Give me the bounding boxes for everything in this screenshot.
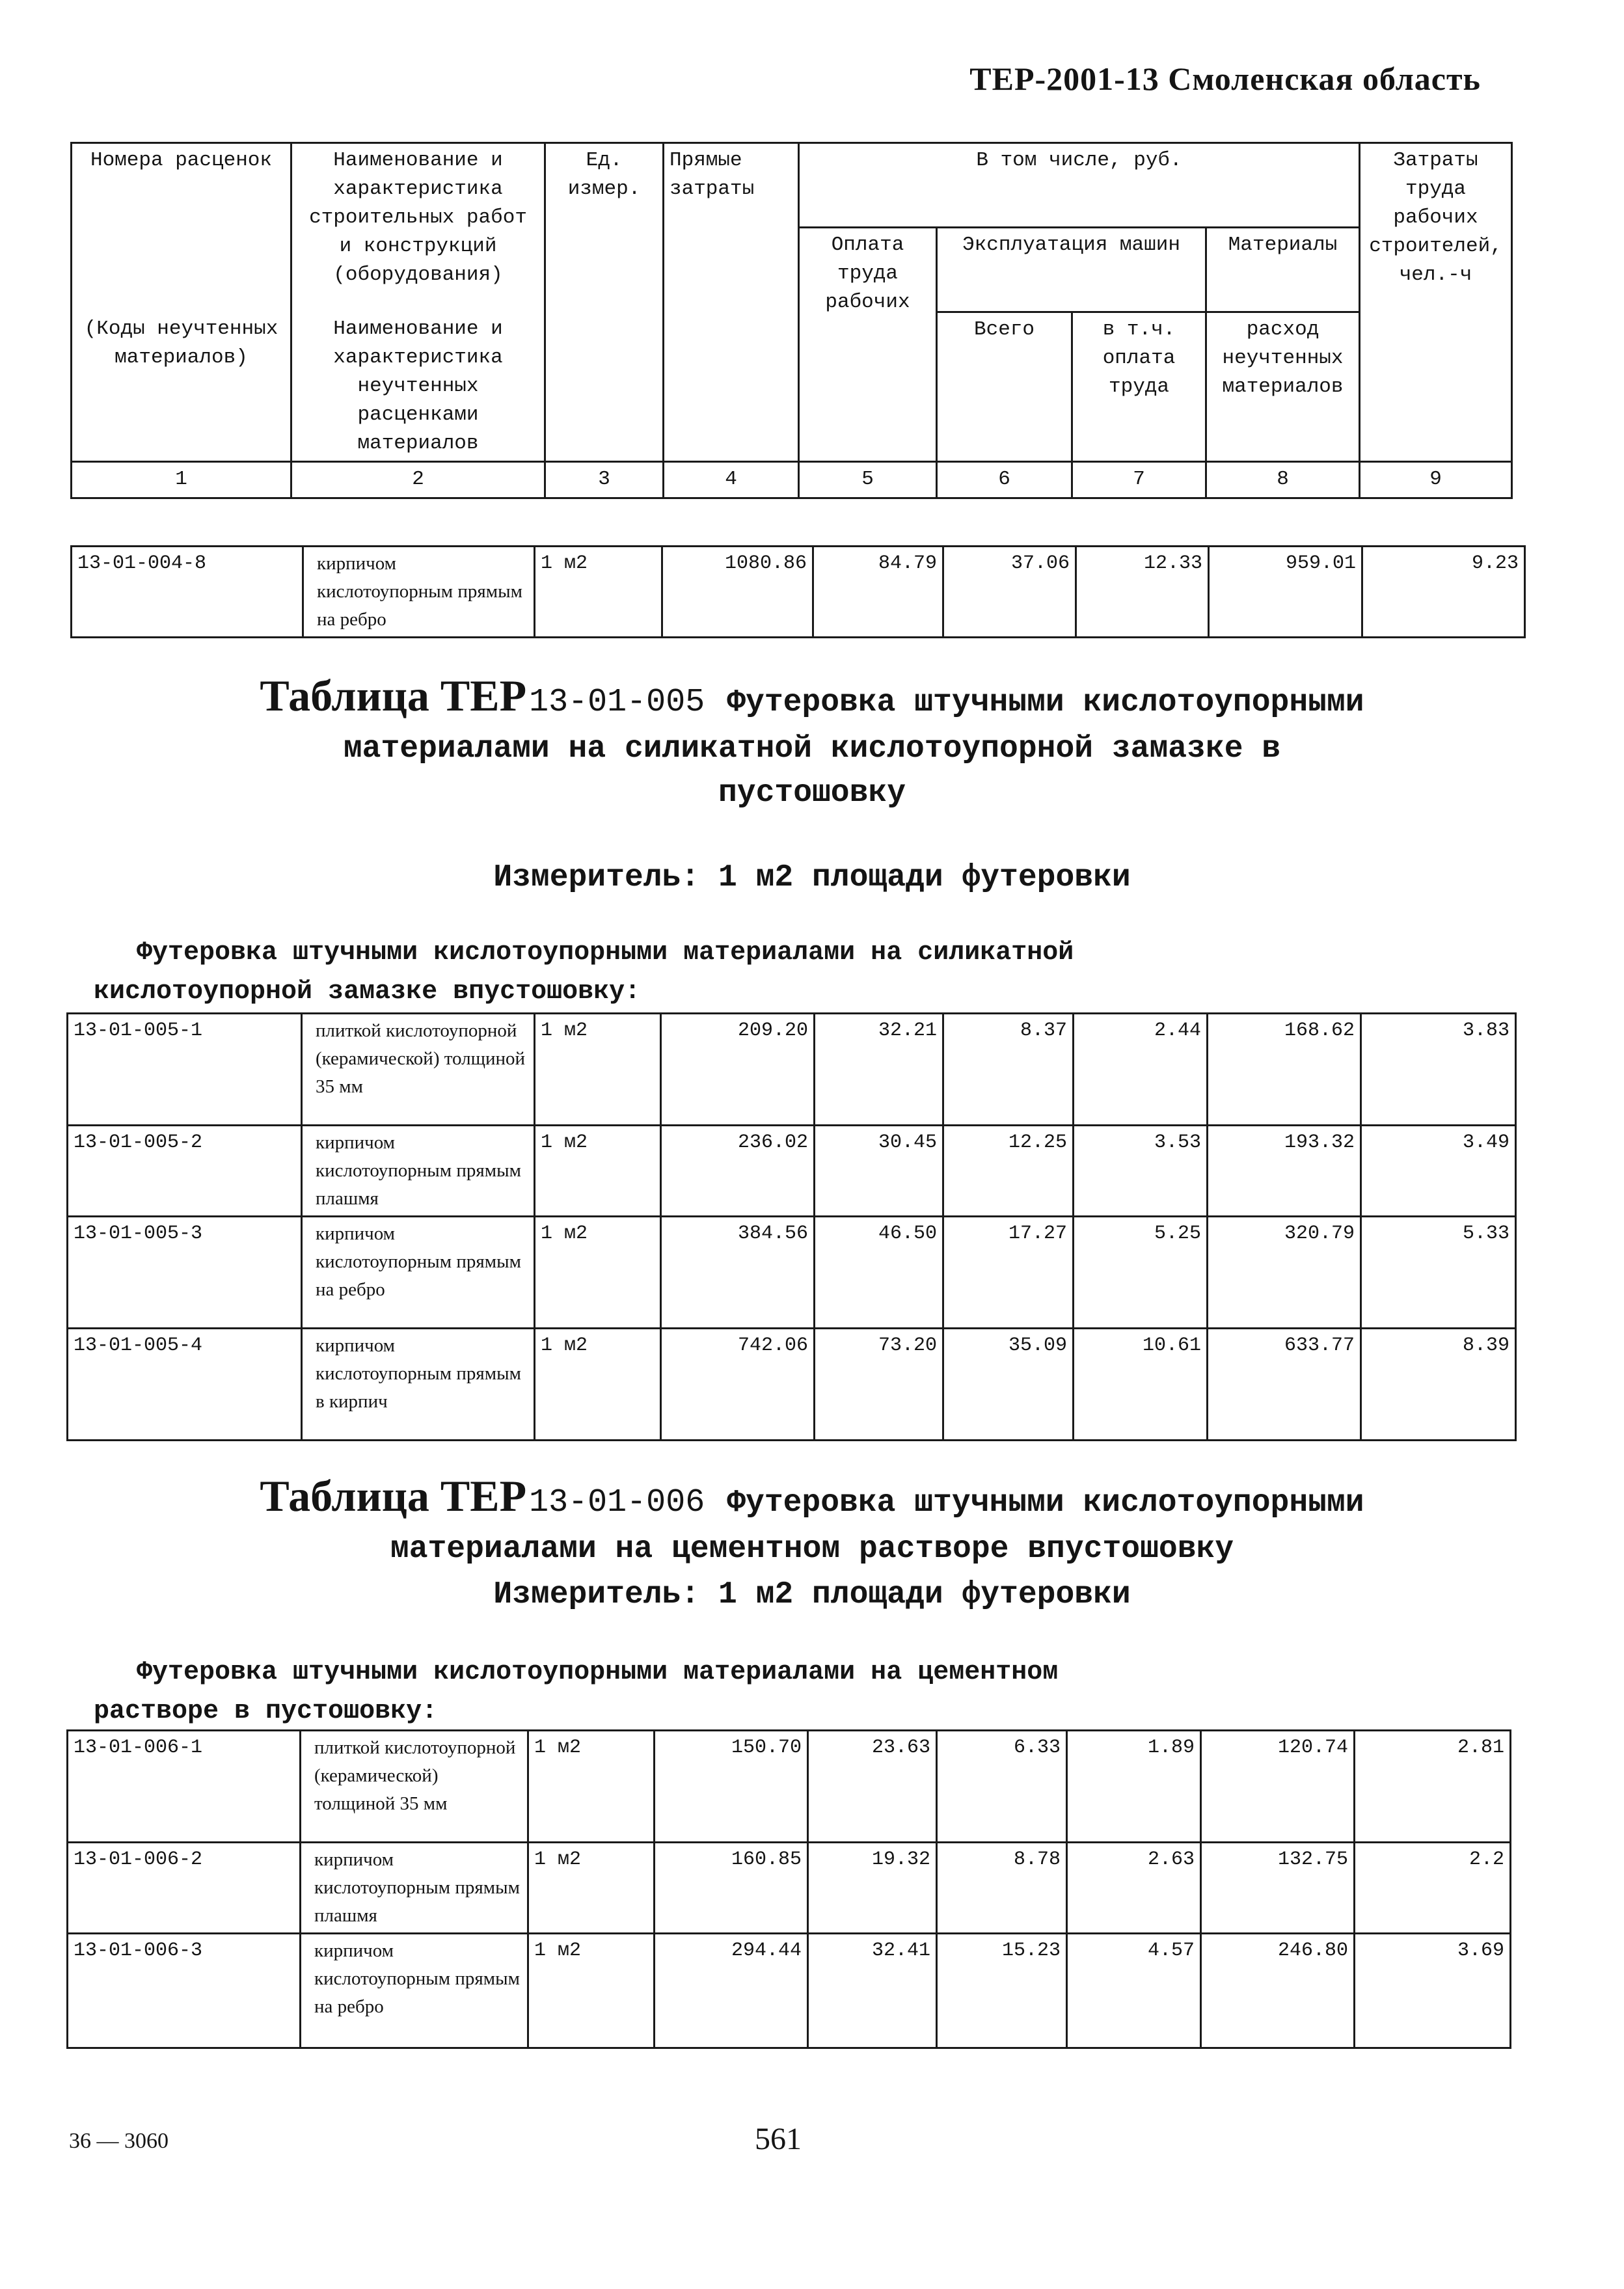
- header-code-unaccounted: (Коды неучтенных материалов): [72, 312, 291, 462]
- rate-machines-wage: 2.63: [1067, 1843, 1201, 1934]
- rate-machines-wage: 5.25: [1074, 1217, 1208, 1329]
- header-direct-costs: Прямые затраты: [664, 143, 799, 462]
- table-005-prefix: Таблица ТЕР: [260, 671, 527, 720]
- rate-table-006: [66, 1729, 1511, 2049]
- table-005-title: [0, 671, 1624, 732]
- header-num: 4: [664, 461, 799, 498]
- table-005-section-line-1: Футеровка штучными кислотоупорными материалами на силикатной: [137, 938, 1074, 968]
- rate-unit: 1 м2: [535, 1014, 661, 1126]
- rate-materials: 320.79: [1208, 1217, 1361, 1329]
- table-006-prefix: Таблица ТЕР: [260, 1471, 527, 1521]
- rate-machines: 17.27: [943, 1217, 1074, 1329]
- table-006-code: 13-01-006: [529, 1484, 705, 1521]
- table-005-measure-unit: Измеритель: 1 м2 площади футеровки: [493, 860, 1131, 895]
- header-materials: Материалы: [1206, 228, 1360, 312]
- rate-wage: 73.20: [815, 1329, 943, 1441]
- rate-code: 13-01-005-4: [68, 1329, 302, 1441]
- rate-machines: 35.09: [943, 1329, 1074, 1441]
- table-row: [68, 1934, 1511, 2048]
- rate-labor: 5.33: [1361, 1217, 1516, 1329]
- rate-materials: 246.80: [1201, 1934, 1355, 2048]
- table-005-code: 13-01-005: [529, 684, 705, 721]
- table-006-section-line-1: Футеровка штучными кислотоупорными материалами на цементном: [137, 1658, 1059, 1687]
- rate-labor: 9.23: [1362, 547, 1525, 638]
- rate-unit: 1 м2: [535, 1329, 661, 1441]
- rate-name: плиткой кислотоупорной (керамической) толщиной 35 мм: [302, 1014, 535, 1126]
- rate-name: кирпичом кислотоупорным прямым плашмя: [301, 1843, 528, 1934]
- rate-direct: 236.02: [661, 1126, 815, 1217]
- header-machines: Эксплуатация машин: [937, 228, 1206, 312]
- rate-materials: 193.32: [1208, 1126, 1361, 1217]
- rate-wage: 46.50: [815, 1217, 943, 1329]
- rate-direct: 150.70: [655, 1731, 808, 1843]
- table-row: [68, 1843, 1511, 1934]
- rate-direct: 294.44: [655, 1934, 808, 2048]
- rate-wage: 30.45: [815, 1126, 943, 1217]
- header-num: 9: [1360, 461, 1512, 498]
- table-006-section-line-2: растворе в пустошовку:: [94, 1697, 438, 1726]
- table-006-title-line-1: Футеровка штучными кислотоупорными: [727, 1485, 1364, 1521]
- header-num: 3: [545, 461, 664, 498]
- rate-materials: 168.62: [1208, 1014, 1361, 1126]
- rate-code: 13-01-006-2: [68, 1843, 301, 1934]
- header-group: В том числе, руб.: [799, 143, 1360, 228]
- header-machines-total: Всего: [937, 312, 1072, 462]
- column-header-table: [70, 142, 1513, 499]
- header-code: Номера расценок: [72, 143, 291, 312]
- rate-direct: 742.06: [661, 1329, 815, 1441]
- rate-name: кирпичом кислотоупорным прямым на ребро: [301, 1934, 528, 2048]
- header-labor: Затраты труда рабочих строителей, чел.-ч: [1360, 143, 1512, 462]
- rate-wage: 19.32: [808, 1843, 937, 1934]
- rate-code: 13-01-004-8: [72, 547, 303, 638]
- rate-unit: 1 м2: [535, 547, 662, 638]
- rate-machines-wage: 3.53: [1074, 1126, 1208, 1217]
- rate-labor: 2.2: [1355, 1843, 1511, 1934]
- table-row: [68, 1731, 1511, 1843]
- header-unaccounted-materials: расход неучтенных материалов: [1206, 312, 1360, 462]
- table-006-measure-unit: Измеритель: 1 м2 площади футеровки: [493, 1577, 1131, 1612]
- rate-code: 13-01-006-3: [68, 1934, 301, 2048]
- rate-wage: 84.79: [813, 547, 943, 638]
- table-row: [72, 547, 1525, 638]
- header-num: 6: [937, 461, 1072, 498]
- rate-labor: 3.49: [1361, 1126, 1516, 1217]
- rate-materials: 132.75: [1201, 1843, 1355, 1934]
- rate-machines: 12.25: [943, 1126, 1074, 1217]
- rate-code: 13-01-005-2: [68, 1126, 302, 1217]
- header-num: 7: [1072, 461, 1206, 498]
- rate-name: кирпичом кислотоупорным прямым плашмя: [302, 1126, 535, 1217]
- rate-machines-wage: 12.33: [1076, 547, 1209, 638]
- rate-machines: 15.23: [937, 1934, 1067, 2048]
- rate-code: 13-01-006-1: [68, 1731, 301, 1843]
- rate-code: 13-01-005-1: [68, 1014, 302, 1126]
- rate-table-004-continued: [70, 545, 1526, 638]
- rate-labor: 3.69: [1355, 1934, 1511, 2048]
- rate-materials: 959.01: [1209, 547, 1362, 638]
- table-row: [68, 1014, 1516, 1126]
- table-005-title-line-1: Футеровка штучными кислотоупорными: [727, 685, 1364, 720]
- header-name-unaccounted: Наименование и характеристика неучтенных расценками материалов: [291, 312, 545, 462]
- rate-machines: 37.06: [943, 547, 1076, 638]
- rate-code: 13-01-005-3: [68, 1217, 302, 1329]
- table-row: [68, 1126, 1516, 1217]
- header-num: 5: [799, 461, 937, 498]
- table-005-section-line-2: кислотоупорной замазке впустошовку:: [94, 977, 641, 1007]
- rate-direct: 160.85: [655, 1843, 808, 1934]
- header-num: 8: [1206, 461, 1360, 498]
- table-row: [68, 1329, 1516, 1441]
- page-number: 561: [755, 2122, 802, 2156]
- rate-unit: 1 м2: [528, 1934, 655, 2048]
- table-row: [68, 1217, 1516, 1329]
- rate-machines-wage: 10.61: [1074, 1329, 1208, 1441]
- rate-machines: 6.33: [937, 1731, 1067, 1843]
- rate-name: кирпичом кислотоупорным прямым на ребро: [303, 547, 535, 638]
- page-header: ТЕР-2001-13 Смоленская область: [969, 61, 1481, 97]
- header-wage: Оплата труда рабочих: [799, 228, 937, 462]
- header-num: 2: [291, 461, 545, 498]
- rate-wage: 32.41: [808, 1934, 937, 2048]
- rate-labor: 2.81: [1355, 1731, 1511, 1843]
- rate-table-005: [66, 1012, 1517, 1441]
- rate-name: плиткой кислотоупорной (керамической) толщиной 35 мм: [301, 1731, 528, 1843]
- rate-labor: 8.39: [1361, 1329, 1516, 1441]
- table-005-title-line-2: материалами на силикатной кислотоупорной замазке в: [343, 731, 1281, 766]
- rate-machines-wage: 4.57: [1067, 1934, 1201, 2048]
- rate-machines-wage: 2.44: [1074, 1014, 1208, 1126]
- rate-wage: 32.21: [815, 1014, 943, 1126]
- rate-machines: 8.78: [937, 1843, 1067, 1934]
- table-006-title-line-2: материалами на цементном растворе впустошовку: [390, 1532, 1234, 1567]
- rate-materials: 633.77: [1208, 1329, 1361, 1441]
- rate-unit: 1 м2: [535, 1126, 661, 1217]
- rate-machines-wage: 1.89: [1067, 1731, 1201, 1843]
- rate-name: кирпичом кислотоупорным прямым на ребро: [302, 1217, 535, 1329]
- table-005-title-line-3: пустошовку: [718, 776, 906, 811]
- footer-print-code: 36 — 3060: [69, 2129, 169, 2153]
- rate-direct: 209.20: [661, 1014, 815, 1126]
- rate-unit: 1 м2: [528, 1731, 655, 1843]
- table-006-title: [0, 1472, 1624, 1532]
- header-unit: Ед. измер.: [545, 143, 664, 462]
- rate-wage: 23.63: [808, 1731, 937, 1843]
- rate-unit: 1 м2: [528, 1843, 655, 1934]
- header-num: 1: [72, 461, 291, 498]
- rate-labor: 3.83: [1361, 1014, 1516, 1126]
- header-name: Наименование и характеристика строительных работ и конструкций (оборудования): [291, 143, 545, 312]
- rate-machines: 8.37: [943, 1014, 1074, 1126]
- rate-direct: 1080.86: [662, 547, 813, 638]
- rate-materials: 120.74: [1201, 1731, 1355, 1843]
- rate-unit: 1 м2: [535, 1217, 661, 1329]
- header-machines-wage: в т.ч. оплата труда: [1072, 312, 1206, 462]
- rate-name: кирпичом кислотоупорным прямым в кирпич: [302, 1329, 535, 1441]
- rate-direct: 384.56: [661, 1217, 815, 1329]
